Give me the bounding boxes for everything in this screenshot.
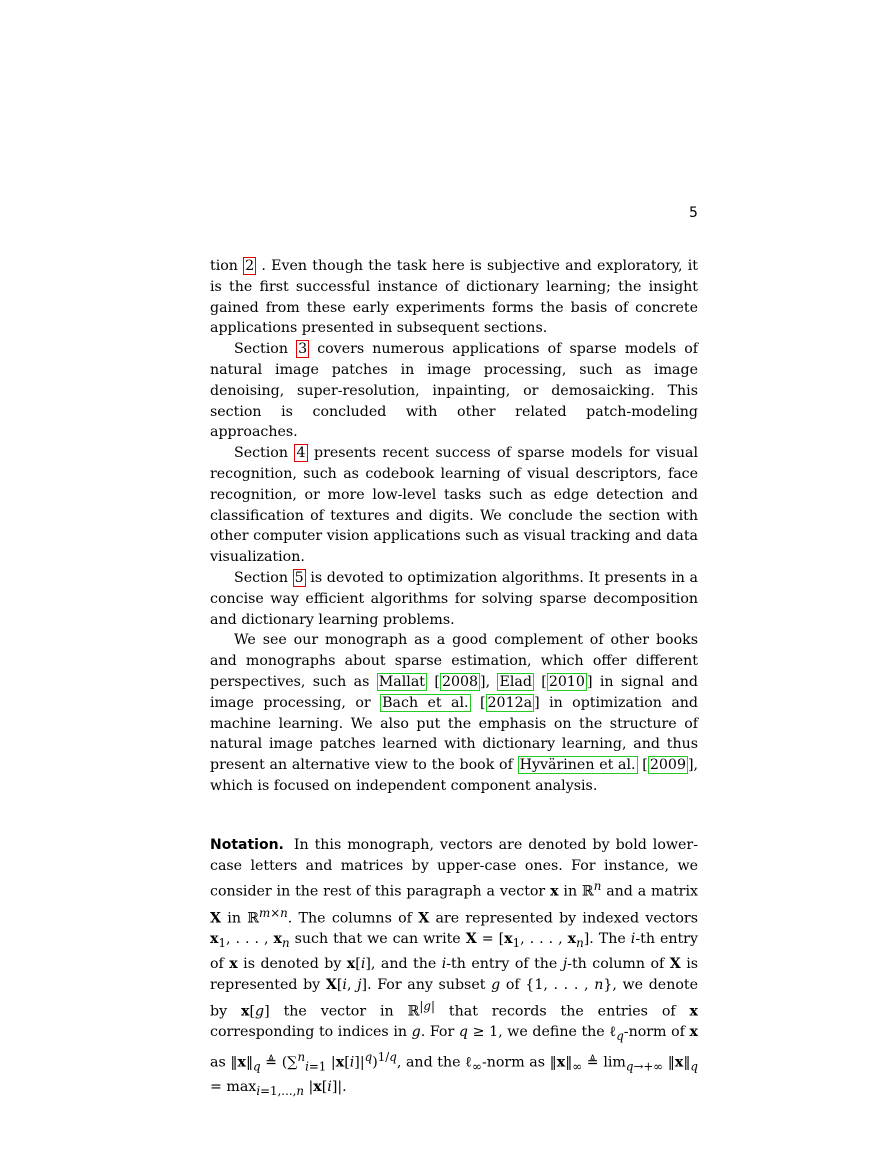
citation-year-link[interactable]: 2012a: [487, 694, 533, 711]
section-reference-link[interactable]: 2: [245, 258, 255, 274]
citation-link[interactable]: Mallat: [378, 673, 426, 690]
notation-paragraph: Notation. In this monograph, vectors are denoted by bold lower-case letters and matrices by upper-case ones. For instance, we consider in the rest of this paragraph a vector x in ℝ$^n$ and a matrix X in ℝ$^{m\times n}$. The columns of X are represented by indexed vectors $x_1$, . . . , $x_n$ such that we can write $X = [x_1$, . . . , $x_n$]. The i-th entry of x is denoted by x[i], and the i-th entry of the j-th column of X is represented by X[i, j]. For any subset g of {1, . . . , n}, we denote by x[g] the vector in ℝ$^{|g|}$ that records the entries of x corresponding to indices in g. For q ≥ 1, we define the ℓ$_q$-norm of x as $‖x‖_q$ ≜ (∑$^n_{i=1}$ $|x[i]|^q)^{1/q}$, and the ℓ$_\infty$-norm as $‖x‖_\infty$ ≜ $\lim_{q\to+\infty}$ $‖x‖_q = \max_{i=1,...,n} |x[i]|$.: [210, 836, 699, 1098]
citation-year-link[interactable]: 2010: [548, 673, 585, 690]
citation-link[interactable]: Hyvärinen et al.: [519, 757, 636, 774]
citation-link[interactable]: Bach et al.: [382, 694, 469, 711]
page-number: 5: [689, 205, 698, 221]
page-body: [210, 256, 698, 1102]
paragraph-1: tion 2 . Even though the task here is subjective and exploratory, it is the first successful instance of dictionary learning; the insight gained from these early experiments forms the basis of concrete applications presented in subsequent sections.: [210, 258, 698, 337]
citation-year-link[interactable]: 2009: [649, 757, 686, 774]
section-reference-link[interactable]: 4: [296, 445, 306, 462]
paragraph-5: We see our monograph as a good complement of other books and monographs about sparse estimation, which offer different perspectives, such as Mallat [ 2008 ], Elad [ 2010 ] in signal and image processing, or Bach et al. [ 2012a ] in optimization and machine learning. We also put the emphasis on the structure of natural image patches learned with dictionary learning, and thus present an alternative view to the book of Hyvärinen et al. [ 2009 ], which is focused on independent component analysis.: [210, 632, 699, 794]
section-reference-link[interactable]: 5: [294, 569, 304, 586]
citation-year-link[interactable]: 2008: [441, 673, 479, 690]
section-gap: [210, 797, 698, 835]
notation-heading: Notation.: [210, 836, 284, 853]
paragraph-4: Section 5 is devoted to optimization algorithms. It presents in a concise way efficient algorithms for solving sparse decomposition and dictionary learning problems.: [210, 569, 698, 628]
paragraph-2: Section 3 covers numerous applications of sparse models of natural image patches in image processing, such as image denoising, super-resolution, inpainting, or demosaicking. This section is concluded with other related patch-modeling approaches.: [210, 341, 698, 441]
paragraph-3: Section 4 presents recent success of sparse models for visual recognition, such as codebook learning of visual descriptors, face recognition, or more low-level tasks such as edge detection and classification of textures and digits. We conclude the section with other computer vision applications such as visual tracking and data visualization.: [210, 445, 698, 566]
citation-link[interactable]: Elad: [499, 673, 532, 690]
section-reference-link[interactable]: 3: [298, 341, 308, 358]
